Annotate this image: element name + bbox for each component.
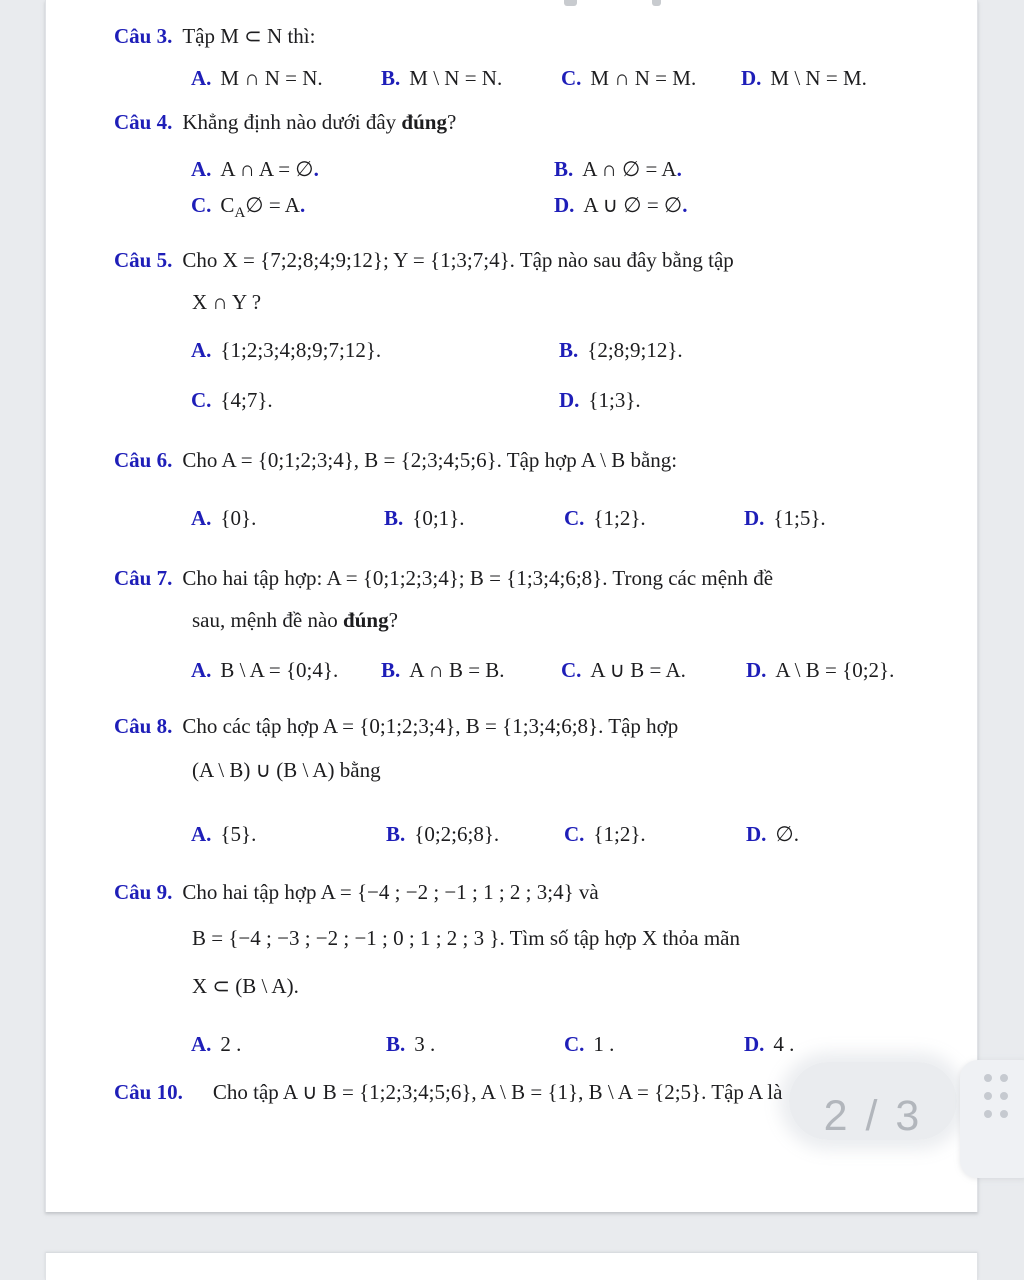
question-6-option-A [191, 506, 256, 531]
question-6-option-D [744, 506, 826, 531]
question-6-option-C [564, 506, 646, 531]
option-text: M \ N = M. [770, 66, 867, 90]
option-letter: B. [554, 157, 574, 181]
question-10-label: Câu 10. [114, 1080, 183, 1104]
option-text: {2;8;9;12}. [587, 338, 683, 362]
option-text: B \ A = {0;4}. [220, 658, 339, 682]
question-5-text: Cho X = {7;2;8;4;9;12}; Y = {1;3;7;4}. Tập nào sau đây bằng tập [182, 248, 734, 272]
question-10-stem [114, 1080, 782, 1105]
option-text: M \ N = N. [409, 66, 503, 90]
question-4-option-D [554, 193, 687, 218]
dot [984, 1074, 992, 1082]
option-letter: A. [191, 658, 212, 682]
option-letter: D. [554, 193, 575, 217]
dot [984, 1110, 992, 1118]
option-base: C [220, 193, 235, 217]
option-period: . [682, 193, 688, 217]
option-rest: ∅ = A [245, 193, 300, 217]
option-period: . [299, 193, 306, 217]
option-letter: A. [191, 66, 212, 90]
question-6-label: Câu 6. [114, 448, 173, 472]
question-9-label: Câu 9. [114, 880, 173, 904]
option-text: {1;5}. [773, 506, 826, 530]
option-letter: A. [191, 822, 212, 846]
question-7-label: Câu 7. [114, 566, 173, 590]
question-8-options [46, 822, 977, 852]
option-text: 2 . [220, 1032, 242, 1056]
dot [984, 1092, 992, 1100]
stem-bold: đúng [343, 608, 389, 632]
question-4-option-A [191, 157, 319, 182]
option-letter: B. [386, 822, 406, 846]
option-letter: A. [191, 1032, 212, 1056]
option-text: {1;3}. [588, 388, 641, 412]
question-3-text: Tập M ⊂ N thì: [182, 24, 316, 48]
question-9-option-D [744, 1032, 794, 1057]
option-text: ∅. [775, 822, 799, 846]
document-page-next-edge [45, 1253, 978, 1280]
option-period: . [676, 157, 682, 181]
option-text: M ∩ N = N. [220, 66, 323, 90]
option-text: A ∩ B = B. [409, 658, 505, 682]
question-4-label: Câu 4. [114, 110, 173, 134]
question-6-option-B [384, 506, 465, 531]
question-3-option-B [381, 66, 502, 91]
question-8-option-B [386, 822, 499, 847]
question-8-option-A [191, 822, 256, 847]
question-8-label: Câu 8. [114, 714, 173, 738]
option-text: {0;2;6;8}. [414, 822, 500, 846]
question-4-options-row1 [46, 157, 977, 187]
stem-bold: đúng [401, 110, 447, 134]
stem-post: ? [388, 608, 398, 632]
question-5-option-D [559, 388, 641, 413]
option-letter: C. [191, 388, 212, 412]
option-text: {1;2;3;4;8;9;7;12}. [220, 338, 382, 362]
clipped-text-fragment [652, 0, 661, 6]
option-text: A ∩ A = ∅ [220, 157, 314, 181]
document-page-current [45, 0, 978, 1212]
question-3-option-A [191, 66, 323, 91]
option-text: A ∩ ∅ = A [582, 157, 677, 181]
question-4-option-B [554, 157, 682, 182]
question-9-stem-line3: X ⊂ (B \ A). [192, 974, 299, 998]
option-letter: D. [741, 66, 762, 90]
option-letter: D. [744, 506, 765, 530]
grid-handle-icon[interactable] [984, 1074, 1016, 1126]
option-text: {0;1}. [412, 506, 465, 530]
option-letter: A. [191, 157, 212, 181]
option-letter: B. [384, 506, 404, 530]
question-5-stem-line2: X ∩ Y ? [192, 290, 262, 314]
option-text: {1;2}. [593, 822, 646, 846]
stem-pre: Khẳng định nào dưới đây [182, 110, 402, 134]
option-text: {1;2}. [593, 506, 646, 530]
question-7-stem [114, 566, 773, 591]
option-letter: A. [191, 506, 212, 530]
question-5-option-B [559, 338, 683, 363]
option-text: A ∪ ∅ = ∅ [583, 193, 683, 217]
question-7-stem-line2 [192, 608, 398, 633]
question-8-text: Cho các tập hợp A = {0;1;2;3;4}, B = {1;3;4;6;8}. Tập hợp [182, 714, 679, 738]
clipped-text-fragment [564, 0, 577, 6]
question-6-stem [114, 448, 677, 473]
question-8-option-D [746, 822, 799, 847]
option-text: {5}. [220, 822, 257, 846]
option-text: 3 . [414, 1032, 436, 1056]
page-indicator-text: 2 / 3 [823, 1092, 923, 1140]
question-7-option-C [561, 658, 686, 683]
question-9-text: Cho hai tập hợp A = {−4 ; −2 ; −1 ; 1 ; 2 ; 3;4} và [182, 880, 599, 904]
question-8-stem-line2: (A \ B) ∪ (B \ A) bằng [192, 758, 381, 782]
question-10-text: Cho tập A ∪ B = {1;2;3;4;5;6}, A \ B = {1}, B \ A = {2;5}. Tập A là [212, 1080, 783, 1104]
question-7-text: Cho hai tập hợp: A = {0;1;2;3;4}; B = {1;3;4;6;8}. Trong các mệnh đề [182, 566, 774, 590]
option-letter: C. [191, 193, 212, 217]
option-letter: D. [746, 822, 767, 846]
option-letter: D. [559, 388, 580, 412]
option-letter: B. [381, 66, 401, 90]
question-5-option-A [191, 338, 381, 363]
option-letter: B. [386, 1032, 406, 1056]
question-6-options [46, 506, 977, 536]
question-8-option-C [564, 822, 646, 847]
option-text: A \ B = {0;2}. [775, 658, 895, 682]
option-period: . [313, 157, 319, 181]
question-9-stem [114, 880, 599, 905]
option-letter: B. [381, 658, 401, 682]
question-5-label: Câu 5. [114, 248, 173, 272]
option-letter: A. [191, 338, 212, 362]
option-text: {4;7}. [220, 388, 273, 412]
option-text: A ∪ B = A. [590, 658, 686, 682]
question-5-options-row1 [46, 338, 977, 368]
option-text [220, 193, 300, 222]
question-8-stem [114, 714, 678, 739]
option-text: 1 . [593, 1032, 615, 1056]
option-letter: D. [746, 658, 767, 682]
question-4-option-C [191, 193, 305, 222]
page-indicator-pill [789, 1062, 957, 1140]
option-letter: C. [564, 822, 585, 846]
stem-post: ? [446, 110, 457, 134]
option-subscript: A [234, 205, 246, 222]
question-3-option-C [561, 66, 696, 91]
stem-pre: sau, mệnh đề nào [192, 608, 344, 632]
question-3-option-D [741, 66, 867, 91]
option-letter: D. [744, 1032, 765, 1056]
dot [1000, 1092, 1008, 1100]
option-text: {0}. [220, 506, 257, 530]
question-4-options-row2 [46, 193, 977, 223]
option-text: M ∩ N = M. [590, 66, 697, 90]
question-9-option-B [386, 1032, 435, 1057]
option-letter: B. [559, 338, 579, 362]
question-4-text [182, 110, 456, 134]
question-7-options [46, 658, 977, 688]
question-9-options [46, 1032, 977, 1062]
question-7-option-B [381, 658, 505, 683]
option-text: 4 . [773, 1032, 795, 1056]
question-9-option-A [191, 1032, 241, 1057]
option-letter: C. [561, 658, 582, 682]
question-7-option-A [191, 658, 338, 683]
question-7-option-D [746, 658, 894, 683]
option-letter: C. [564, 1032, 585, 1056]
question-3-label: Câu 3. [114, 24, 173, 48]
question-9-option-C [564, 1032, 614, 1057]
question-3-stem [114, 24, 315, 49]
question-5-options-row2 [46, 388, 977, 418]
question-5-option-C [191, 388, 273, 413]
dot [1000, 1074, 1008, 1082]
option-letter: C. [561, 66, 582, 90]
dot [1000, 1110, 1008, 1118]
question-5-stem [114, 248, 734, 273]
question-3-options [46, 66, 977, 96]
question-9-stem-line2: B = {−4 ; −3 ; −2 ; −1 ; 0 ; 1 ; 2 ; 3 }. Tìm số tập hợp X thỏa mãn [192, 926, 740, 950]
question-4-stem [114, 110, 456, 135]
option-letter: C. [564, 506, 585, 530]
question-6-text: Cho A = {0;1;2;3;4}, B = {2;3;4;5;6}. Tập hợp A \ B bằng: [182, 448, 678, 472]
